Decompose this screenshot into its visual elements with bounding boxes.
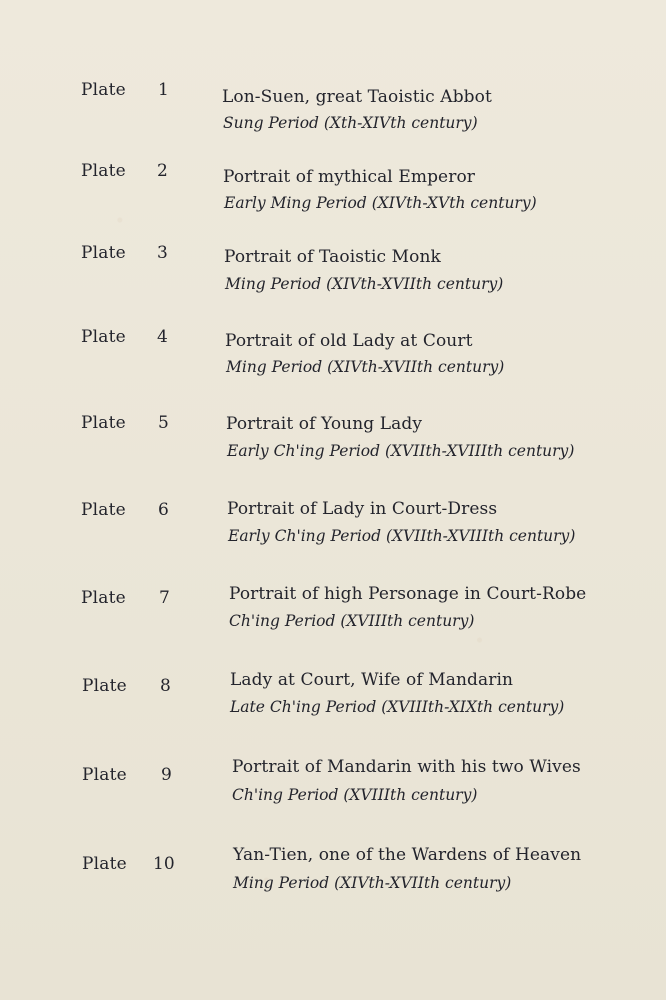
plate-label: Plate	[82, 854, 127, 874]
plate-period: Ming Period (XIVth-XVIIth century)	[226, 358, 505, 376]
plate-title: Portrait of Lady in Court-Dress	[227, 499, 498, 519]
plate-title: Portrait of high Personage in Court-Robe	[229, 584, 587, 604]
plate-period: Early Ming Period (XIVth-XVth century)	[224, 194, 537, 212]
plate-period: Ming Period (XIVth-XVIIth century)	[225, 275, 504, 293]
plate-title: Portrait of Mandarin with his two Wives	[232, 757, 581, 777]
plate-number: 3	[157, 243, 168, 263]
plate-label: Plate	[82, 765, 127, 785]
plate-label: Plate	[82, 676, 127, 696]
plate-label: Plate	[81, 243, 126, 263]
plate-period: Early Ch'ing Period (XVIIth-XVIIIth century)	[227, 442, 575, 460]
plate-entry	[0, 498, 666, 558]
plate-number: 9	[161, 765, 172, 785]
plate-title: Lon-Suen, great Taoistic Abbot	[222, 87, 492, 107]
plate-title: Portrait of Young Lady	[226, 414, 423, 434]
plate-label: Plate	[81, 413, 126, 433]
plate-label: Plate	[81, 327, 126, 347]
plate-period: Ch'ing Period (XVIIIth century)	[229, 612, 475, 630]
plate-label: Plate	[81, 80, 126, 100]
plate-period: Sung Period (Xth-XIVth century)	[223, 114, 478, 132]
plate-entry	[0, 412, 666, 472]
plate-title: Lady at Court, Wife of Mandarin	[230, 670, 514, 690]
plate-entry	[0, 585, 666, 645]
plate-title: Portrait of old Lady at Court	[225, 331, 473, 351]
plate-number: 7	[159, 588, 170, 608]
plate-title: Portrait of mythical Emperor	[223, 167, 476, 187]
plate-entry	[0, 845, 666, 912]
plate-label: Plate	[81, 588, 126, 608]
plate-number: 10	[153, 854, 175, 874]
plate-entry	[0, 78, 666, 138]
plate-number: 8	[160, 676, 171, 696]
plate-label: Plate	[81, 161, 126, 181]
plate-period: Ming Period (XIVth-XVIIth century)	[233, 874, 512, 892]
plate-title: Yan-Tien, one of the Wardens of Heaven	[233, 845, 582, 865]
plate-period: Ch'ing Period (XVIIIth century)	[232, 786, 478, 804]
plate-entry	[0, 159, 666, 219]
plate-number: 4	[157, 327, 168, 347]
plate-title: Portrait of Taoistic Monk	[224, 247, 441, 267]
plate-entry	[0, 757, 666, 822]
plate-label: Plate	[81, 500, 126, 520]
plate-number: 2	[157, 161, 168, 181]
plate-entry	[0, 326, 666, 386]
plate-entry	[0, 670, 666, 733]
plate-period: Late Ch'ing Period (XVIIIth-XIXth century)	[230, 698, 565, 716]
plate-entry	[0, 241, 666, 301]
plate-number: 6	[158, 500, 169, 520]
plate-period: Early Ch'ing Period (XVIIth-XVIIIth century)	[228, 527, 576, 545]
plate-number: 5	[158, 413, 169, 433]
plate-number: 1	[158, 80, 169, 100]
